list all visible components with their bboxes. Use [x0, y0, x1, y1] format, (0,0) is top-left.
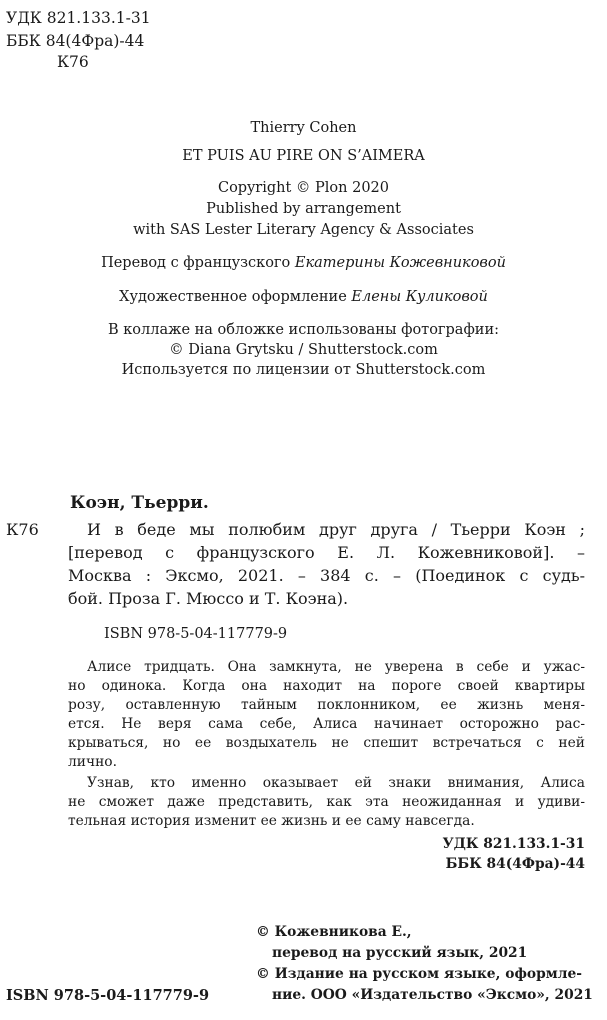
rights-line-1: © Кожевникова Е., — [256, 924, 412, 940]
catalog-isbn: ISBN 978-5-04-117779-9 — [104, 626, 288, 642]
designer-name: Елены Куликовой — [351, 289, 488, 305]
annotation-line-1: Алисе тридцать. Она замкнута, не уверена в себе и ужас- — [87, 659, 585, 675]
annotation-line-5: крываться, но ее воздыхатель не спешит встречаться с ней — [68, 735, 585, 751]
published-line: Published by arrangement — [206, 201, 401, 217]
bbk-code: ББК 84(4Фра)-44 — [6, 32, 145, 50]
original-title: ET PUIS AU PIRE ON S’AIMERA — [182, 148, 425, 164]
annotation-line-2: но одинока. Когда она находит на пороге своей квартиры — [68, 678, 585, 694]
photo-credit-line1: В коллаже на обложке использованы фотографии: — [107, 322, 500, 338]
original-author: Thierry Cohen — [250, 120, 357, 136]
catalog-code: К76 — [6, 520, 39, 539]
catalog-line-4: бой. Проза Г. Мюссо и Т. Коэна). — [68, 589, 349, 608]
rights-line-3: © Издание на русском языке, оформле- — [256, 966, 582, 982]
rights-line-2: перевод на русский язык, 2021 — [272, 945, 528, 961]
catalog-line-1: И в беде мы полюбим друг друга / Тьерри Коэн ; — [87, 520, 585, 539]
photo-credit-line3: Используется по лицензии от Shutterstock.com — [121, 362, 486, 378]
footer-isbn: ISBN 978-5-04-117779-9 — [6, 987, 210, 1004]
translator-name: Екатерины Кожевниковой — [294, 255, 506, 271]
translation-credit — [0, 255, 607, 271]
annotation-line-6: лично. — [68, 754, 117, 770]
annotation-line-3: розу, оставленную тайным поклонником, ее жизнь меня- — [68, 697, 585, 713]
footer-bbk: ББК 84(4Фра)-44 — [445, 856, 585, 872]
design-prefix: Художественное оформление — [119, 289, 347, 305]
udk-code: УДК 821.133.1-31 — [6, 9, 151, 27]
annotation-line-7: Узнав, кто именно оказывает ей знаки внимания, Алиса — [87, 775, 585, 791]
author-mark: К76 — [57, 53, 89, 71]
annotation-line-4: ется. Не веря сама себе, Алиса начинает осторожно рас- — [68, 716, 585, 732]
catalog-line-2: [перевод с французского Е. Л. Кожевниковой]. – — [68, 543, 585, 562]
rights-line-4: ние. ООО «Издательство «Эксмо», 2021 — [272, 987, 593, 1003]
agency-line: with SAS Lester Literary Agency & Associates — [133, 222, 474, 238]
design-credit — [0, 289, 607, 305]
annotation-line-9: тельная история изменит ее жизнь и ее саму навсегда. — [68, 813, 475, 829]
catalog-line-3: Москва : Эксмо, 2021. – 384 с. – (Поединок с судь- — [68, 566, 585, 585]
copyright-line: Copyright © Plon 2020 — [217, 180, 389, 196]
translation-prefix: Перевод с французского — [101, 255, 291, 271]
catalog-author: Коэн, Тьерри. — [70, 493, 209, 513]
footer-udk: УДК 821.133.1-31 — [442, 836, 585, 852]
annotation-line-8: не сможет даже представить, как эта неожиданная и удиви- — [68, 794, 585, 810]
photo-credit-line2: © Diana Grytsku / Shutterstock.com — [169, 342, 438, 358]
